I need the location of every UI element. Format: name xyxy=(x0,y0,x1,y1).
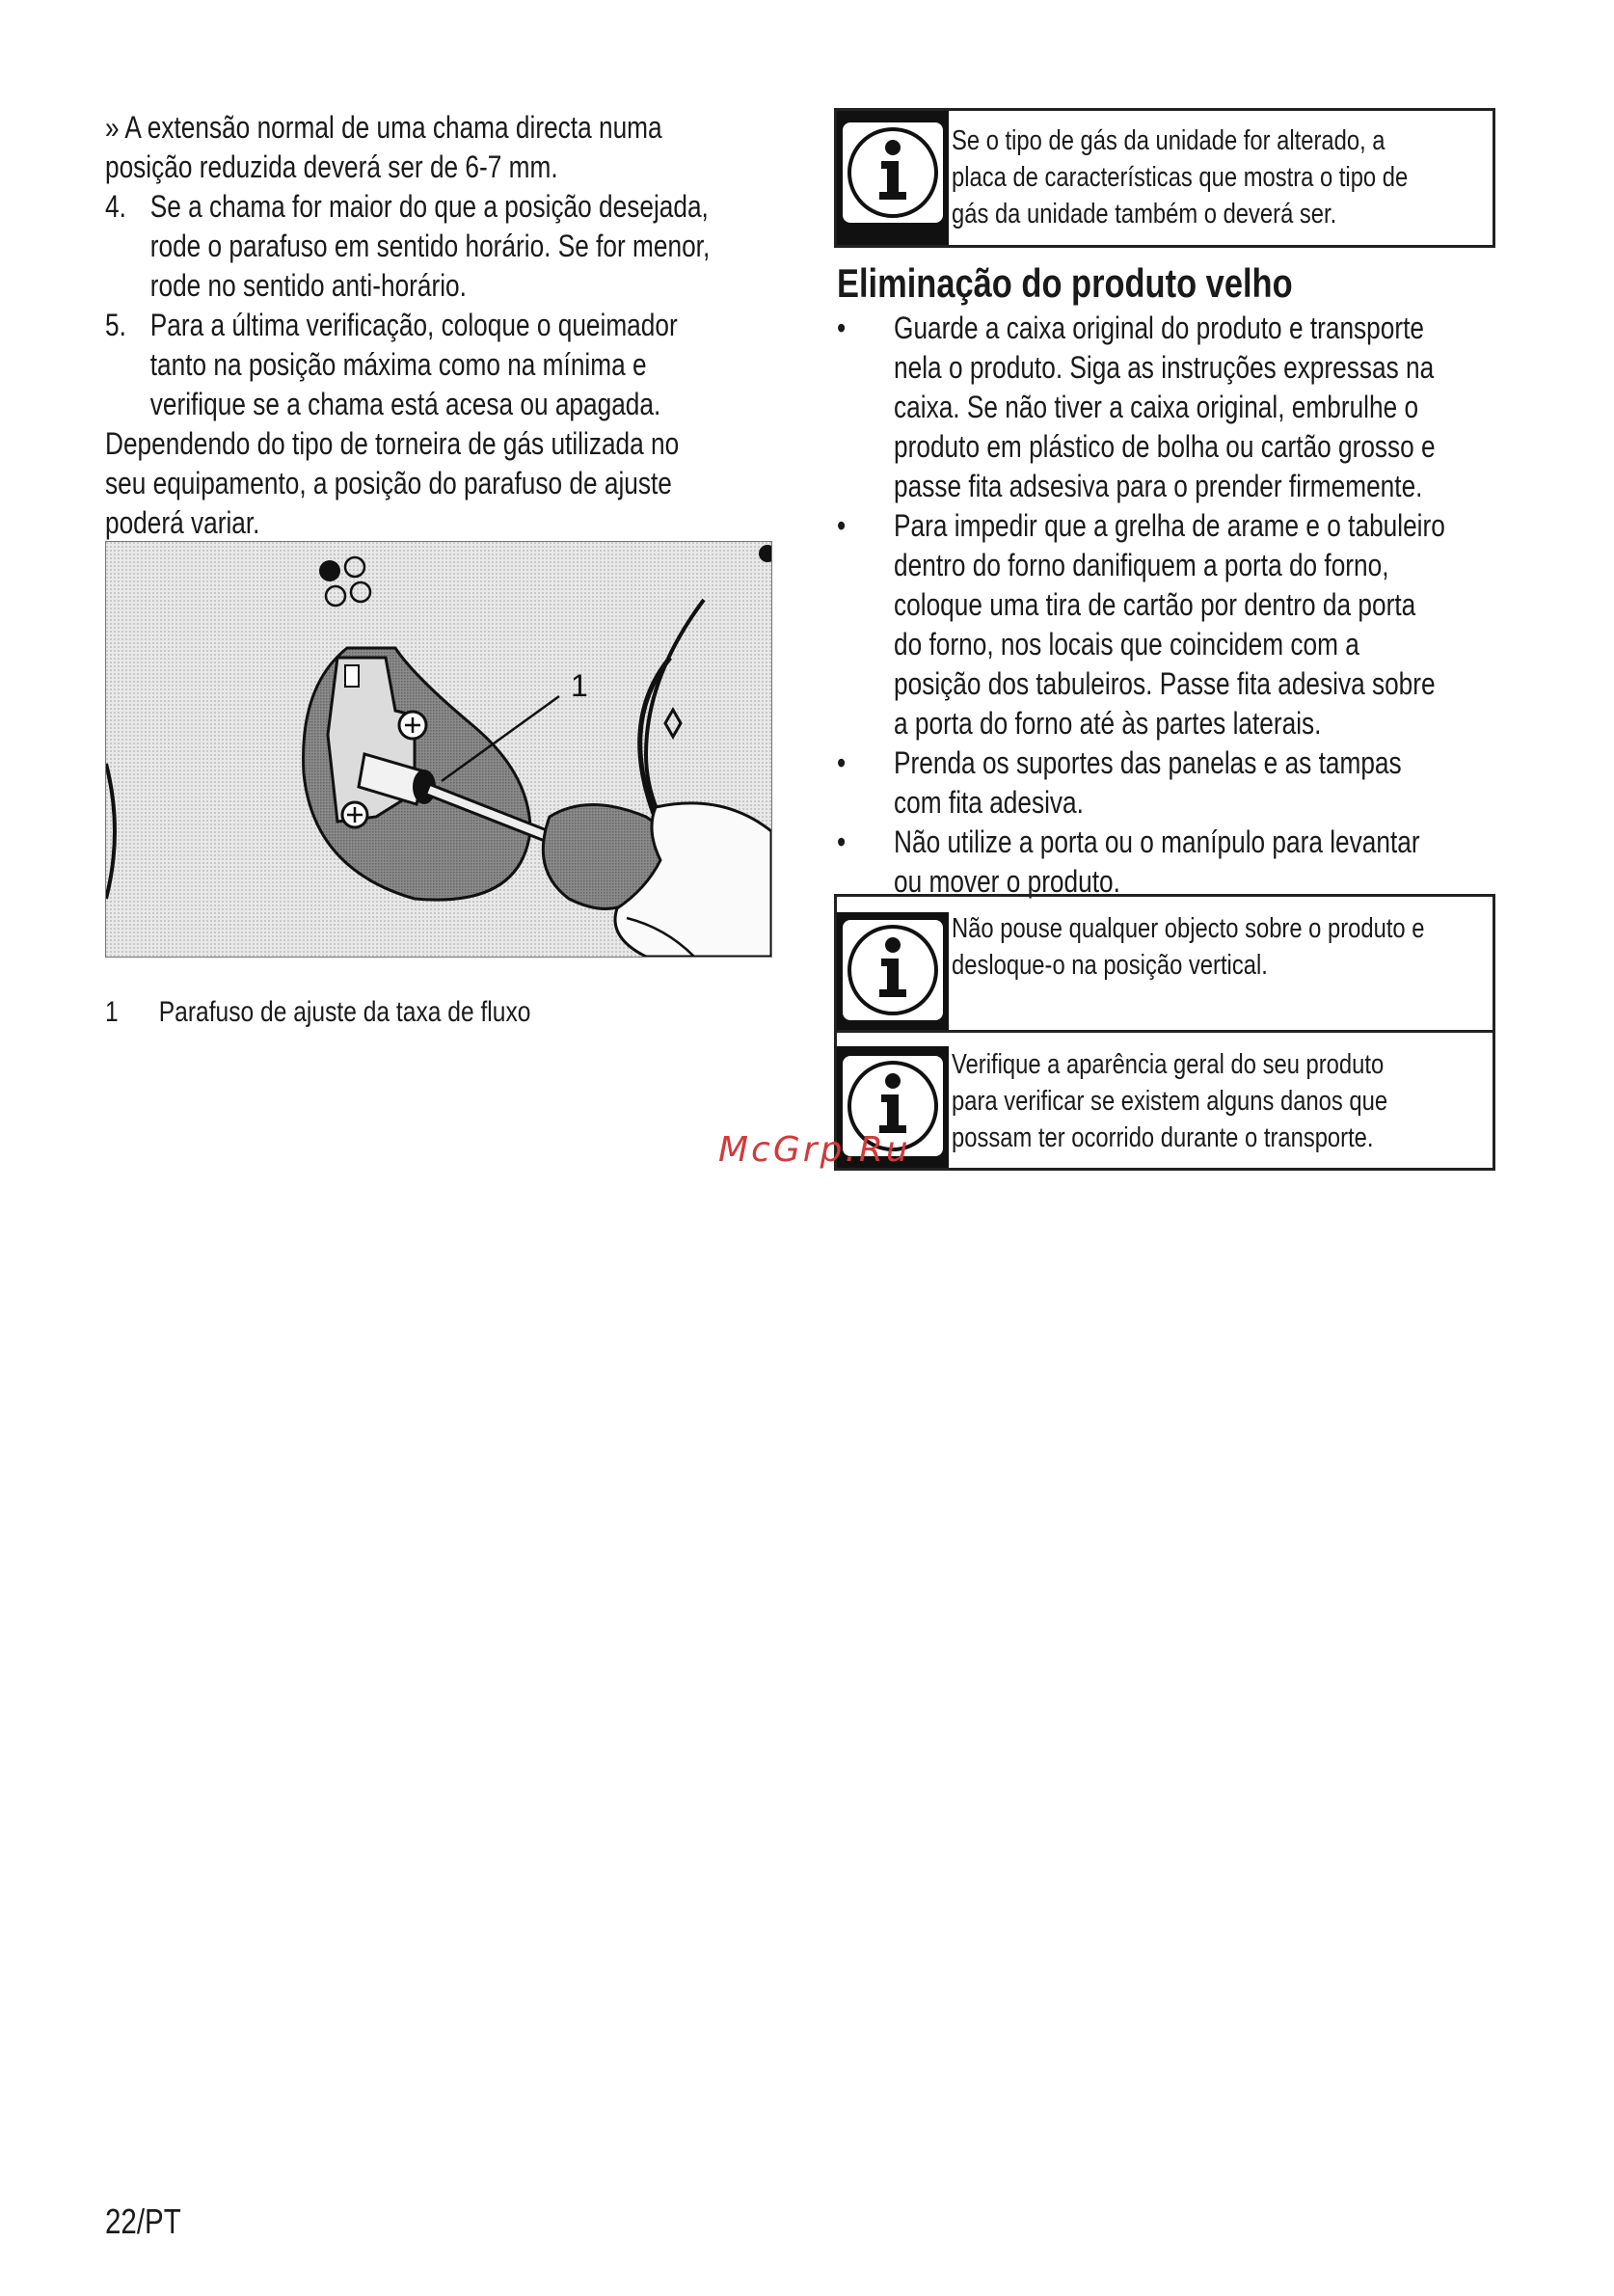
info-line: para verificar se existem alguns danos que xyxy=(952,1086,1388,1117)
bullet-line: nela o produto. Siga as instruções expressas na xyxy=(894,350,1435,385)
bullet-line: posição dos tabuleiros. Passe fita adesiva sobre xyxy=(894,666,1436,701)
info-line: Verifique a aparência geral do seu produto xyxy=(952,1049,1385,1080)
bullet-dot: • xyxy=(837,508,847,543)
burner-symbol-icon xyxy=(319,560,340,581)
step-5 xyxy=(105,306,678,424)
step-4 xyxy=(105,187,711,306)
info-line: Se o tipo de gás da unidade for alterado, a xyxy=(952,125,1385,156)
bullet-line: Para impedir que a grelha de arame e o tabuleiro xyxy=(894,508,1445,543)
bullet-line: passe fita adsesiva para o prender firmemente. xyxy=(894,469,1423,503)
step-number: 4. xyxy=(105,189,126,224)
bullet-item xyxy=(837,823,1445,902)
bullet-dot: • xyxy=(837,824,847,859)
bullet-dot: • xyxy=(837,745,847,780)
bullet-line: com fita adesiva. xyxy=(894,785,1084,820)
info-line: placa de características que mostra o tipo de xyxy=(952,162,1409,193)
step-line: verifique se a chama está acesa ou apagada. xyxy=(149,387,661,421)
bullet-line: Não utilize a porta ou o manípulo para levantar xyxy=(894,824,1420,859)
step-line: tanto na posição máxima como na mínima e xyxy=(149,347,647,382)
disposal-bullet-list xyxy=(837,309,1445,902)
info-icon xyxy=(837,912,949,1032)
bullet-line: do forno, nos locais que coincidem com a xyxy=(894,627,1359,662)
info-icon xyxy=(837,111,949,245)
note-line: poderá variar. xyxy=(105,505,260,540)
gas-tap-adjustment-figure xyxy=(105,541,772,958)
bullet-item xyxy=(837,309,1445,506)
step-line: Para a última verificação, coloque o queimador xyxy=(149,308,678,342)
note-line: Dependendo do tipo de torneira de gás utilizada no xyxy=(105,426,680,461)
info-box-transport-damage xyxy=(834,1030,1495,1171)
bullet-line: dentro do forno danifiquem a porta do forno, xyxy=(894,548,1389,582)
intro-line-2: posição reduzida deverá ser de 6-7 mm. xyxy=(105,149,558,184)
section-heading: Eliminação do produto velho xyxy=(837,260,1293,306)
intro-line-1: » A extensão normal de uma chama directa numa xyxy=(105,110,662,145)
info-line: gás da unidade também o deverá ser. xyxy=(952,199,1337,230)
bullet-line: Prenda os suportes das panelas e as tampas xyxy=(894,745,1402,780)
left-column xyxy=(105,108,711,543)
figure-label-1: 1 xyxy=(571,668,588,703)
figure-caption xyxy=(105,993,530,1032)
watermark: McGrp.Ru xyxy=(718,1130,911,1170)
info-line: Não pouse qualquer objecto sobre o produto e xyxy=(952,913,1425,944)
bullet-dot: • xyxy=(837,311,847,345)
info-line: desloque-o na posição vertical. xyxy=(952,950,1268,981)
bullet-line: produto em plástico de bolha ou cartão grosso e xyxy=(894,429,1436,464)
page-number: 22/PT xyxy=(105,2201,181,2241)
info-box-vertical xyxy=(834,894,1495,1033)
figure-illustration xyxy=(106,542,771,957)
caption-text: Parafuso de ajuste da taxa de fluxo xyxy=(158,996,531,1028)
caption-number: 1 xyxy=(105,996,119,1028)
bullet-item xyxy=(837,506,1445,743)
bullet-line: a porta do forno até às partes laterais. xyxy=(894,706,1322,741)
step-number: 5. xyxy=(105,308,126,342)
bullet-item xyxy=(837,743,1445,823)
note-line: seu equipamento, a posição do parafuso de ajuste xyxy=(105,466,672,500)
bullet-line: ou mover o produto. xyxy=(894,864,1120,899)
step-line: rode no sentido anti-horário. xyxy=(149,268,467,303)
step-line: rode o parafuso em sentido horário. Se for menor, xyxy=(149,229,711,263)
info-box-gas-type xyxy=(834,108,1495,248)
info-line: possam ter ocorrido durante o transporte. xyxy=(952,1122,1374,1153)
step-line: Se a chama for maior do que a posição desejada, xyxy=(149,189,709,224)
bullet-line: Guarde a caixa original do produto e transporte xyxy=(894,311,1424,345)
bullet-line: coloque uma tira de cartão por dentro da porta xyxy=(894,587,1416,622)
bullet-line: caixa. Se não tiver a caixa original, embrulhe o xyxy=(894,390,1419,424)
